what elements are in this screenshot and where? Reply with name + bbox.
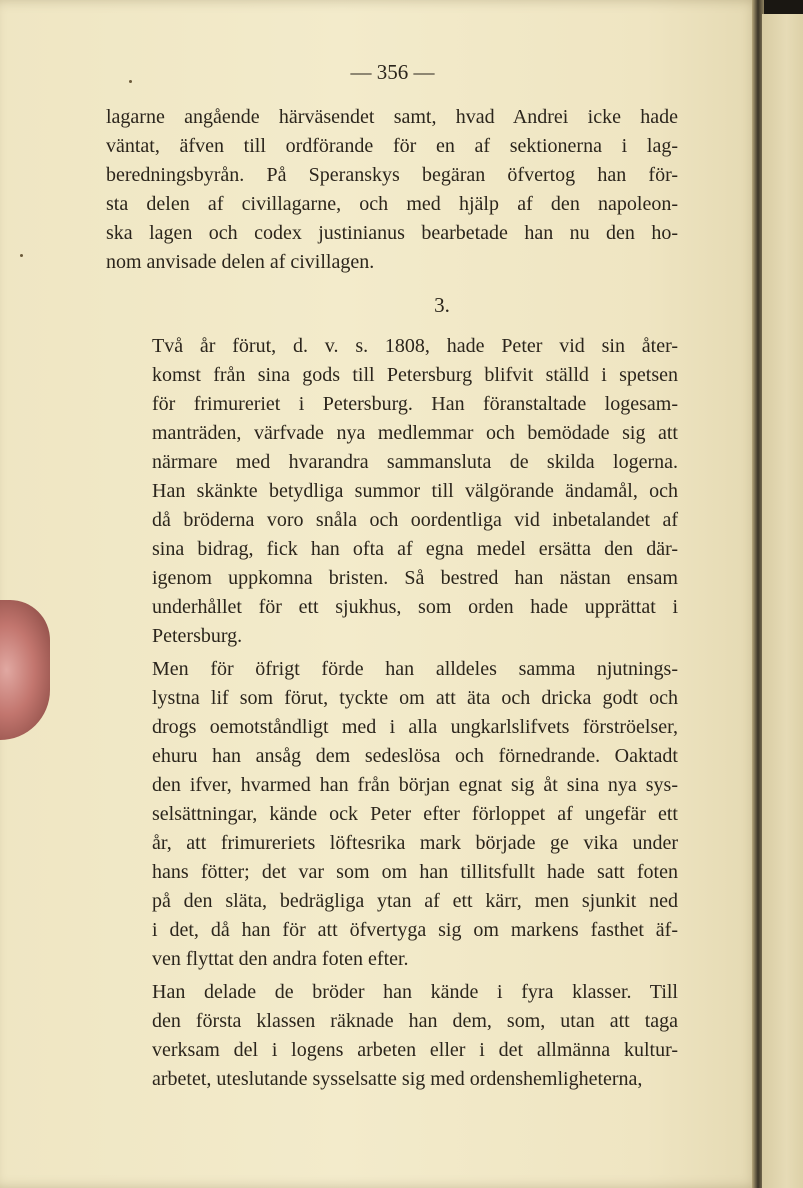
page-text (106, 103, 678, 1094)
text-line: nom anvisade delen af civillagen. (106, 251, 375, 273)
adjacent-page-edge (762, 14, 803, 1188)
page-number: — 356 — (350, 60, 435, 84)
text-line: ehuru han ansåg dem sedeslösa och förnedrande. Oaktadt (152, 745, 678, 767)
text-line: komst från sina gods till Petersburg blifvit ställd i spetsen (152, 364, 678, 386)
text-line: väntat, äfven till ordförande för en af sektionerna i lag- (106, 135, 678, 157)
text-line: sta delen af civillagarne, och med hjälp af den napoleon- (106, 193, 678, 215)
text-line: Han delade de bröder han kände i fyra klasser. Till (152, 981, 678, 1003)
text-line: beredningsbyrån. På Speranskys begäran öfvertog han för- (106, 164, 678, 186)
text-line: ven flyttat den andra foten efter. (152, 948, 409, 970)
text-line: igenom uppkomna bristen. Så bestred han nästan ensam (152, 567, 678, 589)
text-line: närmare med hvarandra sammansluta de skilda logerna. (152, 451, 678, 473)
text-line: ska lagen och codex justinianus bearbetade han nu den ho- (106, 222, 678, 244)
opening-paragraph (106, 103, 678, 277)
text-line: sina bidrag, fick han ofta af egna medel ersätta den där- (152, 538, 678, 560)
text-line: Petersburg. (152, 625, 243, 647)
paragraph-1 (106, 332, 678, 651)
text-line: år, att frimureriets löftesrika mark började ge vika under (152, 832, 678, 854)
text-line: Två år förut, d. v. s. 1808, hade Peter vid sin åter- (152, 335, 678, 357)
text-line: verksam del i logens arbeten eller i det allmänna kultur- (152, 1039, 678, 1061)
thumb-holding-page (0, 600, 50, 740)
text-line: då bröderna voro snåla och oordentliga vid inbetalandet af (152, 509, 678, 531)
paragraph-3 (106, 978, 678, 1094)
text-line: för frimureriet i Petersburg. Han föranstaltade logesam- (152, 393, 678, 415)
paper-speck (20, 254, 23, 257)
text-line: arbetet, uteslutande sysselsatte sig med ordenshemligheterna, (152, 1068, 643, 1090)
text-line: manträden, värfvade nya medlemmar och bemödade sig att (152, 422, 678, 444)
paper-speck (129, 80, 132, 83)
paragraph-2 (106, 655, 678, 974)
text-line: den första klassen räknade han dem, som, utan att taga (152, 1010, 678, 1032)
section-heading: 3. (434, 293, 450, 317)
text-line: lagarne angående härväsendet samt, hvad Andrei icke hade (106, 106, 678, 128)
text-line: drogs oemotståndligt med i alla ungkarlslifvets förströelser, (152, 716, 678, 738)
text-line: selsättningar, kände ock Peter efter förloppet af ungefär ett (152, 803, 678, 825)
text-line: Han skänkte betydliga summor till välgörande ändamål, och (152, 480, 678, 502)
text-line: Men för öfrigt förde han alldeles samma njutnings- (152, 658, 678, 680)
text-line: underhållet för ett sjukhus, som orden hade upprättat i (152, 596, 678, 618)
text-line: i det, då han för att öfvertyga sig om markens fasthet äf- (152, 919, 678, 941)
text-line: lystna lif som förut, tyckte om att äta och dricka godt och (152, 687, 678, 709)
text-line: den ifver, hvarmed han från början egnat sig åt sina nya sys- (152, 774, 678, 796)
text-line: hans fötter; det var som om han tillitsfullt hade satt foten (152, 861, 678, 883)
text-line: på den släta, bedrägliga ytan af ett kärr, men sjunkit ned (152, 890, 678, 912)
